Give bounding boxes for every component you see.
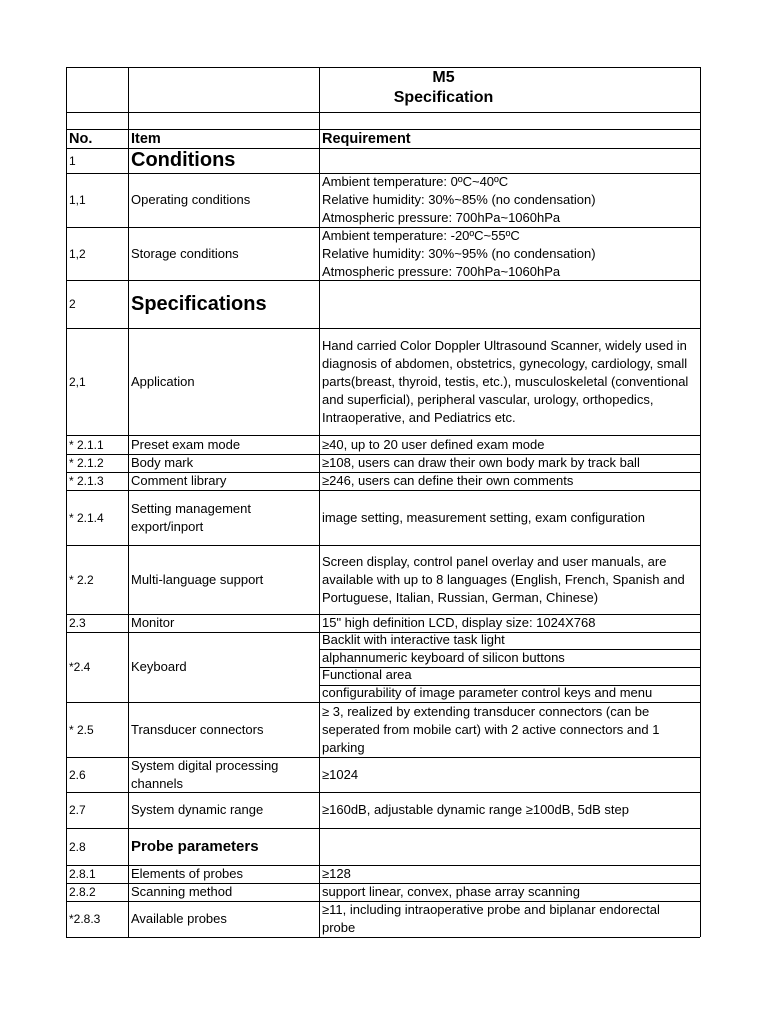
table-row	[66, 792, 700, 828]
row-requirement-line: Ambient temperature: -20ºC~55ºC	[322, 227, 520, 243]
row-number	[66, 173, 128, 227]
row-number-text: 2.8	[69, 839, 86, 854]
row-item-line: System digital processing	[131, 757, 279, 773]
row-requirement-line: Relative humidity: 30%~85% (no condensation)	[322, 192, 596, 207]
row-item-text: System dynamic range	[131, 802, 264, 817]
row-number	[66, 490, 128, 545]
row-number-text: * 2.1.1	[69, 437, 104, 452]
row-requirement	[319, 328, 700, 435]
table-rule	[66, 112, 700, 113]
row-item-line: Setting management	[131, 500, 251, 516]
row-requirement	[319, 454, 700, 472]
row-requirement-line: seperated from mobile cart) with 2 active connectors and 1	[322, 721, 660, 737]
row-item	[128, 227, 319, 280]
row-requirement	[319, 865, 700, 883]
row-item-text: Multi-language support	[131, 571, 264, 587]
row-requirement	[319, 883, 700, 901]
row-item-text: Operating conditions	[131, 192, 251, 207]
row-requirement-line: ≥ 3, realized by extending transducer connectors (can be	[322, 703, 650, 719]
row-number-text: * 2.1.2	[69, 456, 104, 470]
row-number-text: *2.8.3	[69, 912, 101, 926]
row-requirement-line: parts(breast, thyroid, testis, etc.), musculoskeletal (conventional	[322, 373, 689, 389]
row-requirement	[319, 227, 700, 280]
row-number-text: 2.3	[69, 616, 86, 630]
row-number	[66, 545, 128, 614]
table-row	[66, 148, 700, 173]
row-requirement	[319, 901, 700, 937]
table-row	[66, 328, 700, 435]
row-item-text: Available probes	[131, 911, 227, 926]
row-requirement-line: alphannumeric keyboard of silicon buttons	[322, 649, 565, 665]
row-requirement-line: ≥108, users can draw their own body mark by track ball	[322, 455, 640, 470]
row-number-text: 2,1	[69, 374, 86, 389]
row-number	[66, 632, 128, 702]
row-item-text: Specifications	[131, 292, 267, 315]
row-item	[128, 435, 319, 454]
row-number-text: 1	[69, 153, 76, 168]
row-item	[128, 490, 319, 545]
row-requirement-line: ≥40, up to 20 user defined exam mode	[322, 436, 545, 452]
table-row	[66, 865, 700, 883]
row-number	[66, 828, 128, 865]
table-row	[66, 490, 700, 545]
row-requirement-line: Hand carried Color Doppler Ultrasound Scanner, widely used in	[322, 337, 687, 353]
row-requirement-line: Ambient temperature: 0ºC~40ºC	[322, 174, 509, 189]
row-item-text: Comment library	[131, 473, 227, 488]
header-requirement	[319, 129, 700, 148]
row-number-text: 2.6	[69, 767, 86, 782]
row-item-text: Monitor	[131, 615, 175, 630]
table-header	[66, 129, 700, 148]
row-item	[128, 632, 319, 702]
row-item-text: Preset exam mode	[131, 436, 241, 452]
row-number-text: 2.8.1	[69, 867, 96, 881]
table-row	[66, 472, 700, 490]
row-number-text: * 2.1.3	[69, 474, 104, 488]
table-row	[66, 614, 700, 632]
row-requirement	[319, 757, 700, 792]
title-label: Specification	[393, 89, 494, 106]
row-number	[66, 614, 128, 632]
row-item-text: Transducer connectors	[131, 721, 264, 737]
table-row	[66, 702, 700, 757]
row-number	[66, 883, 128, 901]
row-number-text: * 2.5	[69, 722, 94, 737]
row-number-text: *2.4	[69, 660, 91, 674]
row-item	[128, 454, 319, 472]
row-requirement-line: parking	[322, 739, 365, 755]
row-requirement-line: Intraoperative, and Pediatrics etc.	[322, 409, 516, 425]
header-no-text: No.	[69, 130, 93, 147]
table-row	[66, 901, 700, 937]
row-item-line: export/inport	[131, 518, 204, 534]
row-number	[66, 472, 128, 490]
row-requirement-line: 15" high definition LCD, display size: 1024X768	[322, 615, 596, 630]
row-number-text: 1,2	[69, 246, 86, 261]
row-item-text: Elements of probes	[131, 866, 244, 881]
row-number	[66, 454, 128, 472]
row-requirement	[319, 435, 700, 454]
row-number	[66, 901, 128, 937]
row-requirement-line: ≥1024	[322, 766, 359, 782]
row-item-text: Body mark	[131, 455, 194, 470]
row-item	[128, 328, 319, 435]
row-requirement-line: support linear, convex, phase array scanning	[322, 884, 580, 899]
row-item	[128, 792, 319, 828]
row-item	[128, 545, 319, 614]
row-number-text: * 2.1.4	[69, 510, 104, 525]
row-requirement-line: Portuguese, Italian, Russian, German, Chinese)	[322, 589, 599, 605]
row-number	[66, 435, 128, 454]
row-requirement-line: ≥11, including intraoperative probe and biplanar endorectal	[322, 902, 660, 917]
row-item-text: Storage conditions	[131, 245, 239, 261]
table-row	[66, 828, 700, 865]
header-item-text: Item	[131, 130, 161, 147]
row-item	[128, 173, 319, 227]
row-requirement	[319, 545, 700, 614]
row-requirement-line: configurability of image parameter control keys and menu	[322, 684, 653, 700]
row-item-line: channels	[131, 775, 184, 791]
table-row	[66, 280, 700, 328]
row-requirement-line: ≥160dB, adjustable dynamic range ≥100dB, 5dB step	[322, 802, 629, 817]
table-rule	[66, 937, 700, 938]
header-requirement-text: Requirement	[322, 130, 411, 147]
row-requirement-line: diagnosis of abdomen, obstetrics, gynecology, cardiology, small	[322, 355, 688, 371]
row-requirement	[319, 614, 700, 632]
document-title	[253, 68, 634, 108]
row-item-text: Application	[131, 373, 195, 389]
row-requirement-line: available with up to 8 languages (English, French, Spanish and	[322, 571, 685, 587]
table-row	[66, 545, 700, 614]
row-requirement-line: probe	[322, 920, 356, 935]
row-item-text: Scanning method	[131, 884, 233, 899]
column-rule	[700, 67, 701, 937]
row-requirement-line: Relative humidity: 30%~95% (no condensation)	[322, 245, 596, 261]
row-number-text: 2.7	[69, 803, 86, 817]
row-requirement-line: ≥128	[322, 866, 351, 881]
row-item	[128, 828, 319, 865]
row-requirement-line: Atmospheric pressure: 700hPa~1060hPa	[322, 263, 561, 279]
row-number-text: * 2.2	[69, 572, 94, 587]
table-row	[66, 883, 700, 901]
row-item	[128, 614, 319, 632]
row-requirement-line: image setting, measurement setting, exam configuration	[322, 509, 646, 525]
row-item	[128, 702, 319, 757]
row-requirement	[319, 792, 700, 828]
row-number	[66, 702, 128, 757]
header-item	[128, 129, 319, 148]
table-row	[66, 454, 700, 472]
row-requirement-line: Functional area	[322, 667, 412, 682]
row-requirement	[319, 632, 700, 702]
row-item	[128, 280, 319, 328]
row-requirement-line: Screen display, control panel overlay and user manuals, are	[322, 553, 667, 569]
row-item	[128, 472, 319, 490]
row-item	[128, 901, 319, 937]
row-requirement	[319, 173, 700, 227]
row-number-text: 2	[69, 297, 76, 311]
row-number	[66, 148, 128, 173]
row-item-text: Conditions	[131, 149, 236, 171]
header-no	[66, 129, 128, 148]
table-rule	[66, 67, 700, 68]
row-item	[128, 148, 319, 173]
table-row	[66, 227, 700, 280]
row-number	[66, 865, 128, 883]
row-requirement-line: ≥246, users can define their own comments	[322, 473, 574, 488]
row-requirement-line: Atmospheric pressure: 700hPa~1060hPa	[322, 210, 561, 225]
row-number	[66, 280, 128, 328]
row-item	[128, 865, 319, 883]
row-number	[66, 792, 128, 828]
table-row	[66, 632, 700, 702]
row-number-text: 1,1	[69, 193, 86, 207]
row-requirement-line: Backlit with interactive task light	[322, 632, 505, 647]
row-item-text: Probe parameters	[131, 838, 259, 855]
row-requirement	[319, 702, 700, 757]
table-row	[66, 173, 700, 227]
table-row	[66, 435, 700, 454]
row-number-text: 2.8.2	[69, 885, 96, 899]
row-item	[128, 883, 319, 901]
row-requirement-line: and superficial), peripheral vascular, urology, orthopedics,	[322, 391, 654, 407]
row-item	[128, 757, 319, 792]
model-name: M5	[432, 69, 455, 86]
row-item-text: Keyboard	[131, 659, 187, 674]
row-number	[66, 227, 128, 280]
row-requirement	[319, 490, 700, 545]
row-number	[66, 328, 128, 435]
row-number	[66, 757, 128, 792]
row-requirement	[319, 472, 700, 490]
table-row	[66, 757, 700, 792]
